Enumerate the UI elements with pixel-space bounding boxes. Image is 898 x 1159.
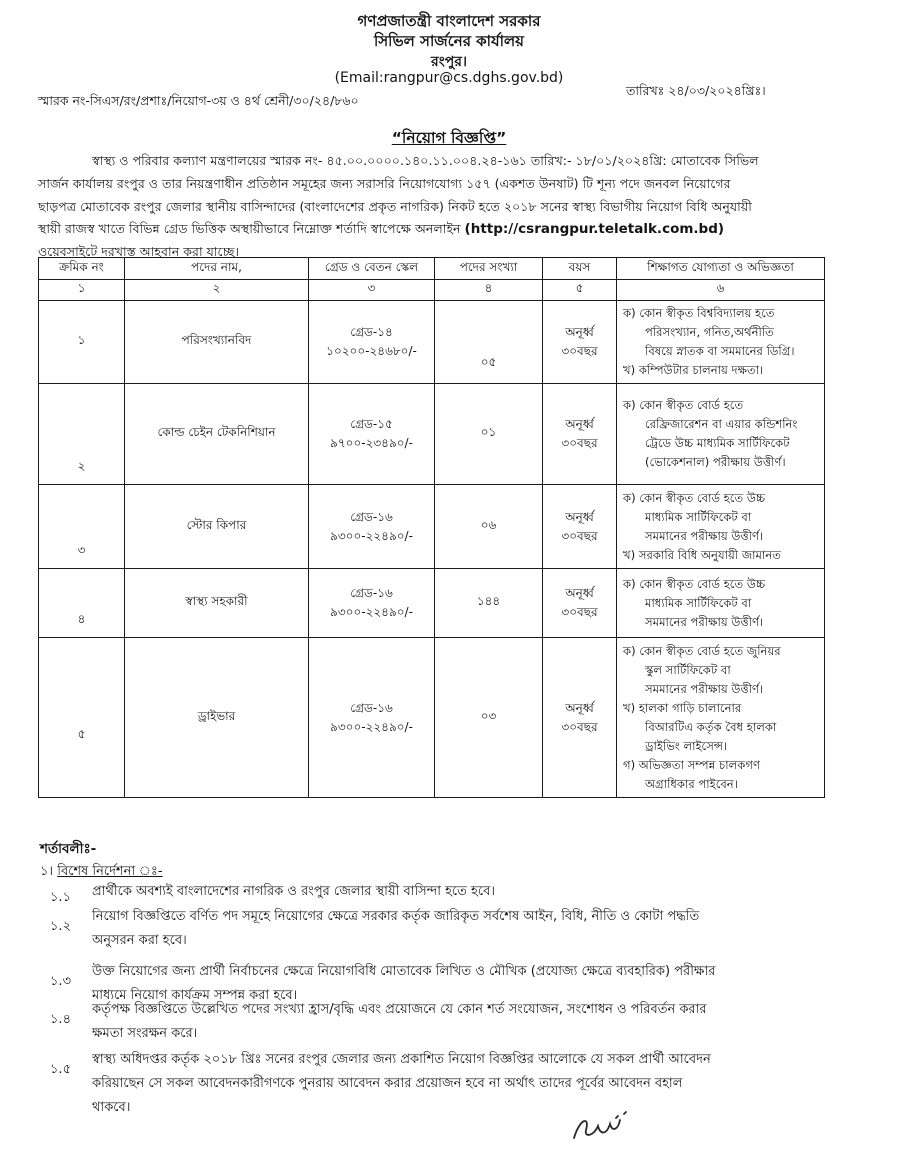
intro-line-5: ওয়েবসাইটে দরখাস্ত আহবান করা যাচ্ছে।: [38, 244, 240, 260]
condition-text: [92, 905, 822, 953]
qualification-line: (ভোকেশনাল) পরীক্ষায় উত্তীর্ণ।: [645, 455, 786, 469]
row-qualification: [617, 569, 825, 638]
col-number: ৪: [435, 280, 543, 301]
row-age-value: ৩০বছর: [561, 719, 598, 734]
row-count-cell: [435, 301, 543, 384]
qualification-line: ক) কোন স্বীকৃত বোর্ড হতে উচ্চ: [623, 576, 766, 591]
row-age-value: ৩০বছর: [561, 344, 598, 358]
condition-line: অনুসরন করা হবে।: [92, 933, 187, 948]
row-qualification: [617, 301, 825, 384]
row-scale: ৯৭০০-২৩৪৯০/-: [330, 436, 413, 450]
memo-date: তারিখঃ ২৪/০৩/২০২৪খ্রিঃ।: [626, 83, 766, 98]
qualification-line: ট্রেডে উচ্চ মাধ্যমিক সার্টিফিকেট: [645, 436, 790, 450]
condition-item: [40, 998, 826, 1050]
row-post: ড্রাইভার: [125, 638, 309, 798]
govt-name: গণপ্রজাতন্ত্রী বাংলাদেশ সরকার: [357, 12, 541, 30]
col-number: ৩: [309, 280, 435, 301]
row-scale: ৯৩০০-২২৪৯০/-: [330, 719, 413, 734]
qualification-line: রেফ্রিজারেশন বা এয়ার কন্ডিশনিং: [645, 417, 798, 431]
condition-item: [40, 1048, 826, 1126]
row-age-value: ৩০বছর: [561, 436, 598, 450]
col-number: ২: [125, 280, 309, 301]
col-number: ৬: [617, 280, 825, 301]
notice-title: [0, 126, 898, 152]
header-age: বয়স: [543, 258, 617, 280]
condition-number: ১.১: [50, 890, 72, 905]
row-grade-cell: [309, 569, 435, 638]
row-serial: ৪: [39, 569, 125, 638]
condition-number: ১.৩: [50, 974, 72, 989]
qualification-line: স্কুল সার্টিফিকেট বা: [645, 662, 731, 677]
section-1-label: বিশেষ নির্দেশনা ঃ-: [57, 864, 163, 879]
row-age-label: অনূর্ধ্ব: [565, 325, 594, 339]
row-age-label: অনূর্ধ্ব: [565, 586, 594, 600]
table-header-row: [39, 258, 825, 280]
col-number: ৫: [543, 280, 617, 301]
row-grade: গ্রেড-১৬: [350, 509, 393, 524]
row-count: ১৪৪: [435, 569, 543, 638]
qualification-line: পরিসংখ্যান, গনিত,অর্থনীতি: [645, 325, 774, 339]
row-age-cell: [543, 569, 617, 638]
row-age-cell: [543, 384, 617, 485]
row-serial: ১: [39, 301, 125, 384]
office-location: রংপুর।: [431, 54, 467, 70]
condition-text: [92, 1048, 822, 1120]
table-row: [39, 638, 825, 798]
row-count: ০৬: [435, 485, 543, 569]
qualification-line: সমমানের পরীক্ষায় উত্তীর্ণ।: [645, 614, 764, 629]
condition-text: [92, 998, 822, 1046]
header-post: পদের নাম,: [125, 258, 309, 280]
row-serial: ২: [39, 384, 125, 485]
header-serial: ক্রমিক নং: [39, 258, 125, 280]
qualification-line: অগ্রাধিকার পাইবেন।: [645, 776, 738, 791]
condition-number: ১.৪: [50, 1012, 72, 1027]
intro-paragraph: [38, 150, 822, 264]
row-grade-cell: [309, 301, 435, 384]
condition-text: [92, 880, 822, 904]
header-qualification: শিক্ষাগত যোগ্যতা ও অভিজ্ঞতা: [617, 258, 825, 280]
table-row: [39, 569, 825, 638]
qualification-line: খ) কম্পিউটার চালনায় দক্ষতা।: [623, 363, 764, 377]
qualification-line: বিআরটিএ কর্তৃক বৈধ হালকা: [645, 719, 777, 734]
row-post: কোল্ড চেইন টেকনিশিয়ান: [125, 384, 309, 485]
condition-line: মাধ্যমে নিয়োগ কার্যক্রম সম্পন্ন করা হবে।: [92, 988, 298, 1003]
condition-line: উক্ত নিয়োগের জন্য প্রার্থী নির্বাচনের ক্ষেত্রে নিয়োগবিধি মোতাবেক লিখিত ও মৌখিক (প্রযোজ্য ক্ষেত্রে ব্যবহারিক) পরীক্ষার: [92, 964, 716, 979]
table-row: [39, 384, 825, 485]
row-count: ০১: [435, 384, 543, 485]
row-grade-cell: [309, 485, 435, 569]
qualification-line: মাধ্যমিক সার্টিফিকেট বা: [645, 509, 752, 524]
vacancy-table: [38, 257, 825, 798]
office-name: সিভিল সার্জনের কার্যালয়: [373, 32, 525, 50]
qualification-line: বিষয়ে স্নাতক বা সমমানের ডিগ্রি।: [645, 344, 795, 358]
row-age-cell: [543, 638, 617, 798]
row-age-label: অনূর্ধ্ব: [565, 700, 594, 715]
col-number: ১: [39, 280, 125, 301]
row-scale: ১০২০০-২৪৬৮০/-: [326, 344, 417, 358]
conditions-title: শর্তাবলীঃ-: [40, 841, 97, 857]
row-grade: গ্রেড-১৬: [350, 586, 393, 600]
row-post: স্টোর কিপার: [125, 485, 309, 569]
row-count: ০৩: [435, 638, 543, 798]
row-scale: ৯৩০০-২২৪৯০/-: [330, 528, 413, 543]
row-serial: ৫: [39, 638, 125, 798]
header-count: পদের সংখ্যা: [435, 258, 543, 280]
qualification-line: ড্রাইভিং লাইসেন্স।: [645, 738, 728, 753]
signature-stroke: [574, 1112, 626, 1138]
row-age-cell: [543, 485, 617, 569]
application-link[interactable]: (http://csrangpur.teletalk.com.bd): [464, 221, 725, 238]
intro-line-2: সার্জন কার্যালয় রংপুর ও তার নিয়ন্ত্রণাধীন প্রতিষ্ঠান সমূহের জন্য সরাসরি নিয়োগযোগ্য ১৫৭ (একশত উনষাট) টি শূন্য পদে জনবল নিয়োগের: [38, 175, 731, 191]
row-scale: ৯৩০০-২২৪৯০/-: [330, 605, 413, 619]
condition-line: থাকবে।: [92, 1100, 131, 1115]
qualification-line: সমমানের পরীক্ষায় উত্তীর্ণ।: [645, 681, 764, 696]
qualification-line: খ) সরকারি বিধি অনুযায়ী জামানত: [623, 547, 781, 562]
table-row: [39, 301, 825, 384]
intro-line-3: ছাড়পত্র মোতাবেক রংপুর জেলার স্থানীয় বাসিন্দাদের (বাংলাদেশের প্রকৃত নাগরিক) নিকট হতে ২০১৮ সনের স্বাস্থ্য বিভাগীয় নিয়োগ বিধি অনুযায়ী: [38, 198, 752, 214]
row-age-value: ৩০বছর: [561, 605, 598, 619]
condition-line: কর্তৃপক্ষ বিজ্ঞপ্তিতে উল্লেখিত পদের সংখ্যা হ্রাস/বৃদ্ধি এবং প্রয়োজনে যে কোন শর্ত সংযোজন, সংশোধন ও পরিবর্তন করার: [92, 1002, 707, 1017]
condition-line: করিয়াছেন সে সকল আবেদনকারীগণকে পুনরায় আবেদন করার প্রয়োজন হবে না অর্থাৎ তাদের পূর্বের আবেদন বহাল: [92, 1076, 683, 1091]
notice-title-text: “নিয়োগ বিজ্ঞপ্তি”: [391, 129, 507, 147]
condition-number: ১.৫: [50, 1062, 72, 1077]
qualification-line: সমমানের পরীক্ষায় উত্তীর্ণ।: [645, 528, 764, 543]
row-post: পরিসংখ্যানবিদ: [125, 301, 309, 384]
intro-line-4: স্থায়ী রাজস্ব খাতে বিভিন্ন গ্রেড ভিত্তিক অস্থায়ীভাবে নিম্নোক্ত শর্তাদি স্বাপেক্ষে অনলাইন: [38, 221, 461, 237]
header-grade: গ্রেড ও বেতন স্কেল: [309, 258, 435, 280]
condition-line: স্বাস্থ্য অধিদপ্তর কর্তৃক ২০১৮ খ্রিঃ সনের রংপুর জেলার জন্য প্রকাশিত নিয়োগ বিজ্ঞপ্তির আলোকে যে সকল প্রার্থী আবেদন: [92, 1052, 711, 1067]
intro-line-1: স্বাস্থ্য ও পরিবার কল্যাণ মন্ত্রণালয়ের স্মারক নং- ৪৫.০০.০০০০.১৪০.১১.০০৪.২৪-১৬১ তারিখ:- ১৮/০১/২০২৪খ্রি: মোতাবেক সিভিল: [92, 153, 759, 168]
row-qualification: [617, 384, 825, 485]
qualification-line: ক) কোন স্বীকৃত বোর্ড হতে: [623, 398, 744, 412]
office-email: (Email:rangpur@cs.dghs.gov.bd): [334, 70, 564, 86]
row-grade: গ্রেড-১৬: [350, 700, 393, 715]
row-age-label: অনূর্ধ্ব: [565, 509, 594, 524]
condition-number: ১.২: [50, 919, 72, 934]
column-number-row: [39, 280, 825, 301]
signature: [566, 1108, 636, 1148]
qualification-line: মাধ্যমিক সার্টিফিকেট বা: [645, 595, 752, 610]
row-post: স্বাস্থ্য সহকারী: [125, 569, 309, 638]
condition-item: [40, 880, 826, 906]
qualification-line: খ) হালকা গাড়ি চালানোর: [623, 700, 742, 715]
condition-item: [40, 905, 826, 957]
row-age-label: অনূর্ধ্ব: [565, 417, 594, 431]
row-grade: গ্রেড-১৫: [350, 417, 393, 431]
row-serial: ৩: [39, 485, 125, 569]
row-count: ০৫: [480, 355, 497, 369]
row-qualification: [617, 638, 825, 798]
section-1-number: ১।: [40, 864, 54, 879]
qualification-line: গ) অভিজ্ঞতা সম্পন্ন চালকগণ: [623, 757, 761, 772]
memo-reference: স্মারক নং-সিএস/রং/প্রশাঃ/নিয়োগ-৩য় ও ৪র্থ শ্রেনী/৩০/২৪/৮৬০: [38, 93, 359, 108]
qualification-line: ক) কোন স্বীকৃত বোর্ড হতে জুনিয়র: [623, 643, 781, 658]
table-row: [39, 485, 825, 569]
condition-line: নিয়োগ বিজ্ঞপ্তিতে বর্ণিত পদ সমূহে নিয়োগের ক্ষেত্রে সরকার কর্তৃক জারিকৃত সর্বশেষ আইন, বিধি, নীতি ও কোটা পদ্ধতি: [92, 909, 700, 924]
row-age-value: ৩০বছর: [561, 528, 598, 543]
condition-line: ক্ষমতা সংরক্ষন করে।: [92, 1026, 198, 1041]
row-grade-cell: [309, 638, 435, 798]
condition-line: প্রার্থীকে অবশ্যই বাংলাদেশের নাগরিক ও রংপুর জেলার স্থায়ী বাসিন্দা হতে হবে।: [92, 884, 495, 899]
qualification-line: ক) কোন স্বীকৃত বিশ্ববিদ্যালয় হতে: [623, 306, 775, 320]
row-age-cell: [543, 301, 617, 384]
qualification-line: ক) কোন স্বীকৃত বোর্ড হতে উচ্চ: [623, 490, 766, 505]
row-grade-cell: [309, 384, 435, 485]
row-qualification: [617, 485, 825, 569]
row-grade: গ্রেড-১৪: [350, 325, 393, 339]
